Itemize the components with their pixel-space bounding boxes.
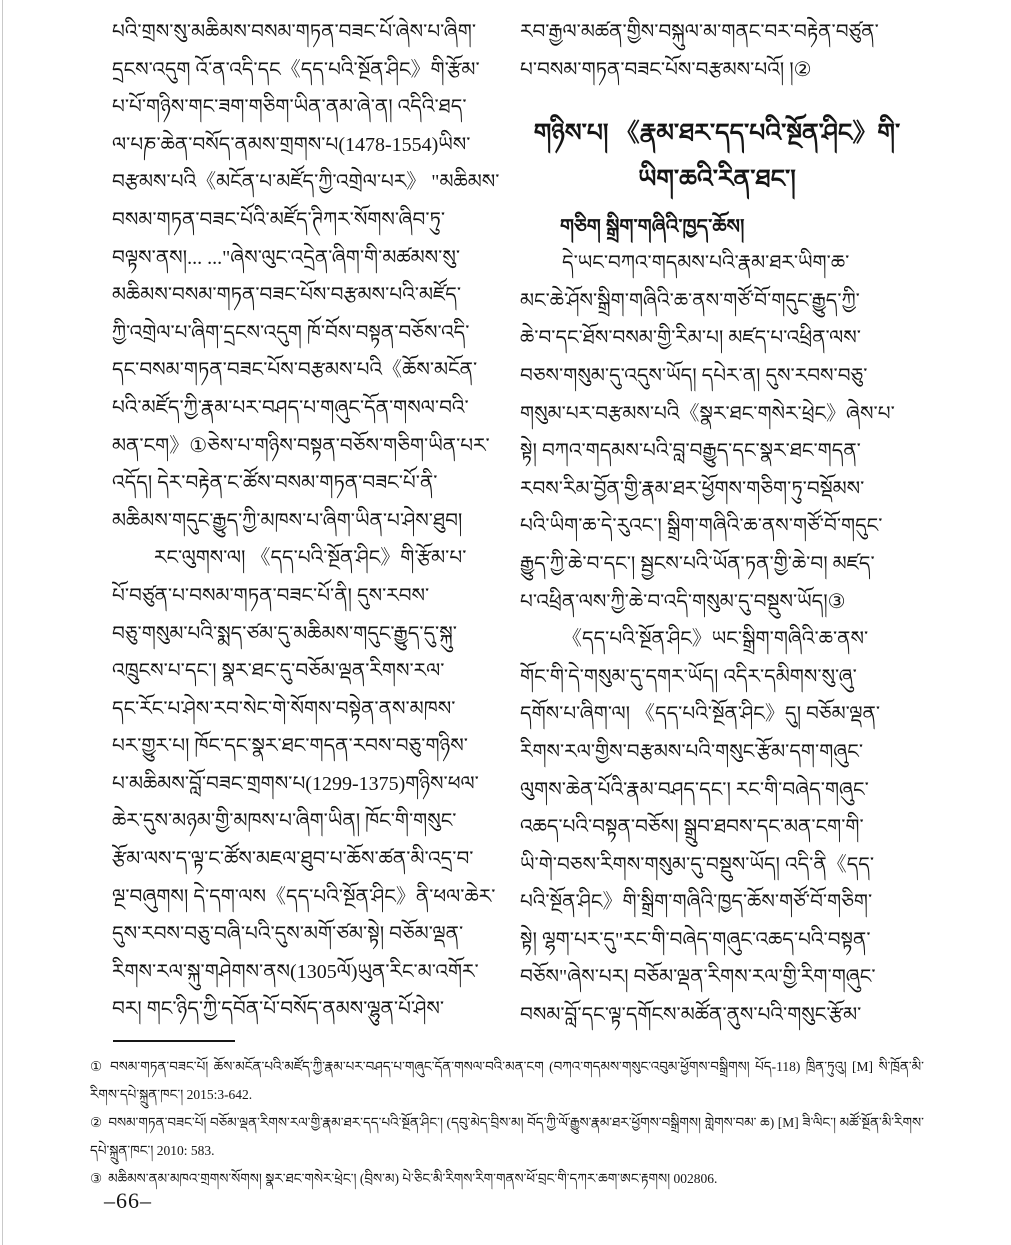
text-line: སྟེ། བཀའ་གདམས་པའི་བླ་བརྒྱུད་དང་སྣར་ཐང་གདན་ (520, 440, 861, 463)
footnote-text: མཆིམས་ནམ་མཁའ་གྲགས་སོགས། སྣར་ཐང་གསེར་ཕྲེང་། (བྲིས་མ) པེ་ཅིང་མི་རིགས་རིག་གནས་ཕོ་བྲང་གི་དཀར་ཆག་ཨང་རྟགས། 002806. (108, 1171, 718, 1186)
text-line: པ་འཕྲིན་ལས་ཀྱི་ཆེ་བ་འདི་གསུམ་དུ་བསྡུས་ཡོད།③ (520, 590, 846, 613)
section-heading-line: ཡིག་ཆའི་རིན་ཐང་། (638, 166, 796, 194)
text-line: མཆིམས་བསམ་གཏན་བཟང་པོས་བརྩམས་པའི་མཛོད་ (112, 284, 462, 307)
text-line: འདོད། དེར་བརྟེན་ང་ཚོས་བསམ་གཏན་བཟང་པོ་ནི་ (112, 472, 438, 495)
footnote (90, 1165, 924, 1193)
text-line: དྲངས་འདུག འོ་ན་འདི་དང《དད་པའི་སྔོན་ཤིང》གི་རྩོམ་ (112, 58, 480, 81)
text-line: བར། གང་ཉིད་ཀྱི་དབོན་པོ་བསོད་ནམས་ལྷུན་པོ་ཤེས་ (112, 998, 445, 1021)
footnote (90, 1053, 924, 1109)
footnote-marker: ② (90, 1115, 103, 1130)
text-line: ཀྱི་འགྲེལ་པ་ཞིག་དྲངས་འདུག ཁོ་བོས་བསྟན་བཅོས་འདི་ (112, 321, 470, 344)
text-line: རང་ལུགས་ལ། 《དད་པའི་སྔོན་ཤིང》གི་རྩོམ་པ་ (154, 547, 467, 570)
text-line: བཅས་གསུམ་དུ་འདུས་ཡོད། དཔེར་ན། དུས་རབས་བཅུ་ (520, 364, 868, 387)
footnotes-section (90, 1040, 924, 1193)
text-line: ཆེར་དུས་མཉམ་གྱི་མཁས་པ་ཞིག་ཡིན། ཁོང་གི་གསུང་ (112, 810, 457, 833)
text-line: དང་རོང་པ་ཤེས་རབ་སེང་གེ་སོགས་བསྟེན་ནས་མཁས་ (112, 697, 456, 720)
section-heading (520, 111, 914, 203)
text-line: གསུམ་པར་བརྩམས་པའི《སྣར་ཐང་གསེར་ཕྲེང》ཞེས་པ་ (520, 402, 895, 425)
text-line: རབས་རིམ་བྱོན་གྱི་རྣམ་ཐར་ཕྱོགས་གཅིག་ཏུ་བསྡོམས་ (520, 477, 865, 500)
text-line: དུས་རབས་བཅུ་བཞི་པའི་དུས་མགོ་ཙམ་སྟེ། བཅོམ་ལྡན་ (112, 923, 464, 946)
text-line: རྒྱུད་ཀྱི་ཆེ་བ་དང་། སྦྱངས་པའི་ཡོན་ཏན་གྱི་ཆེ་བ། མཛད་ (520, 552, 875, 575)
text-line: བལྟས་ནས།... ..."ཞེས་ལུང་འདྲེན་ཞིག་གི་མཚམས་སུ་ (112, 246, 461, 269)
footnote-marker: ③ (90, 1171, 103, 1186)
text-line: པའི་གྲས་སུ་མཆིམས་བསམ་གཏན་བཟང་པོ་ཞེས་པ་ཞིག་ (112, 21, 477, 43)
text-line: མཆིམས་གདུང་རྒྱུད་ཀྱི་མཁས་པ་ཞིག་ཡིན་པ་ཤེས་ཐུབ། (112, 509, 463, 532)
text-line: རིགས་རལ་གྱིས་བརྩམས་པའི་གསུང་རྩོམ་དག་གཞུང་ (520, 740, 864, 763)
text-line: དགོས་པ་ཞིག་ལ། 《དད་པའི་སྔོན་ཤིང》དུ། བཅོམ་ལྡན་ (520, 703, 881, 726)
text-line: བསམ་བློ་དང་ལྟ་དགོངས་མཚོན་ནུས་པའི་གསུང་རྩོམ་ (520, 1004, 862, 1027)
footnote-text: བསམ་གཏན་བཟང་པོ། ཆོས་མངོན་པའི་མཛོད་ཀྱི་རྣམ་པར་བཤད་པ་གཞུང་དོན་གསལ་བའི་མན་ངག (བཀའ་གདམས་གསུང་འབུམ་ཕྱོགས་བསྒྲིགས། པོད-118) ཁྲིན་ཏུའུ། [M] སི་ཁྲོན་མི་རིགས་དཔེ་སྐྲུན་ཁང་། 2015:3-642. (90, 1059, 924, 1102)
text-line: ལྔ་བཞུགས། དེ་དག་ལས《དད་པའི་སྔོན་ཤིང》ནི་ཕལ་ཆེར་ (112, 885, 496, 908)
text-line: ཆེ་བ་དང་ཐོས་བསམ་གྱི་རིམ་པ། མཛད་པ་འཕྲིན་ལས་ (520, 327, 861, 350)
text-line: པའི་སྔོན་ཤིང》གི་སྒྲིག་གཞིའི་ཁྱད་ཆོས་གཙོ་བོ་གཅིག་ (520, 891, 873, 914)
paragraph (520, 14, 914, 89)
text-line: བརྩམས་པའི《མངོན་པ་མཛོད་ཀྱི་འགྲེལ་པར》 "མཆིམས་ (112, 171, 500, 194)
text-line: པ་མཆིམས་བློ་བཟང་གྲགས་པ(1299-1375)གཉིས་ཕལ་ (112, 772, 479, 795)
text-line: པའི་མཛོད་ཀྱི་རྣམ་པར་བཤད་པ་གཞུང་དོན་གསལ་བའི་ (112, 396, 469, 419)
left-text-column (112, 14, 504, 1029)
text-line: རབ་རྒྱལ་མཚན་གྱིས་བསྐུལ་མ་གནང་བར་བརྟེན་བཙུན་ (520, 21, 879, 43)
text-line: ལ་པཎ་ཆེན་བསོད་ནམས་གྲགས་པ(1478-1554)ཡིས་ (112, 133, 471, 156)
text-line: མང་ཆེ་ཤོས་སྒྲིག་གཞིའི་ཆ་ནས་གཙོ་བོ་གདུང་རྒྱུད་ཀྱི་ (520, 289, 860, 312)
paragraph (520, 621, 914, 1035)
text-line: བཅུ་གསུམ་པའི་སྨད་ཙམ་དུ་མཆིམས་གདུང་རྒྱུད་དུ་སྐུ་ (112, 622, 457, 645)
text-line: དེ་ཡང་བཀའ་གདམས་པའི་རྣམ་ཐར་ཡིག་ཆ་ (562, 252, 850, 275)
text-line: དང་བསམ་གཏན་བཟང་པོས་བརྩམས་པའི《ཆོས་མངོན་ (112, 359, 478, 382)
paragraph (112, 14, 504, 540)
text-line: པའི་ཡིག་ཆ་དེ་རུའང་། སྒྲིག་གཞིའི་ཆ་ནས་གཙོ་བོ་གདུང་ (520, 515, 883, 538)
text-line: བསམ་གཏན་བཟང་པོའི་མཛོད་ཊིཀར་སོགས་ཞིབ་ཏུ་ (112, 208, 446, 231)
text-line: འཁྲུངས་པ་དང་། སྣར་ཐང་དུ་བཅོམ་ལྡན་རིགས་རལ་ (112, 660, 445, 683)
text-line: འཆད་པའི་བསྟན་བཅོས། སྒྲུབ་ཐབས་དང་མན་ངག་གི་ (520, 816, 864, 839)
text-line: བཅོས"ཞེས་པར། བཅོམ་ལྡན་རིགས་རལ་གྱི་རིག་གཞུང་ (520, 966, 876, 989)
text-line: རིགས་རལ་སྐུ་གཤེགས་ནས(1305ལོ)ཡུན་རིང་མ་འགོར་ (112, 960, 479, 983)
section-heading-line: གཉིས་པ། 《རྣམ་ཐར་དད་པའི་སྔོན་ཤིང》གི་ (533, 120, 901, 148)
text-line: པ་པོ་གཉིས་གང་ཟག་གཅིག་ཡིན་ནམ་ཞེ་ན། འདིའི་ཐད་ (112, 96, 467, 119)
text-line: 《དད་པའི་སྔོན་ཤིང》ཡང་སྒྲིག་གཞིའི་ཆ་ནས་ (562, 628, 869, 651)
page-edge-line (2, 0, 3, 1245)
text-line: མན་ངག》①ཅེས་པ་གཉིས་བསྟན་བཅོས་གཅིག་ཡིན་པར་ (112, 434, 490, 457)
footnote-marker: ① (90, 1059, 105, 1074)
subsection-heading: གཅིག སྒྲིག་གཞིའི་ཁྱད་ཆོས། (560, 216, 745, 239)
footnote (90, 1109, 924, 1165)
paragraph (112, 540, 504, 1029)
page-number: –66– (104, 1188, 152, 1213)
right-text-column (520, 14, 914, 1035)
paragraph (520, 245, 914, 621)
text-line: ཡི་གེ་བཅས་རིགས་གསུམ་དུ་བསྡུས་ཡོད། འདི་ནི《དད་ (520, 853, 875, 876)
footnote-text: བསམ་གཏན་བཟང་པོ། བཅོམ་ལྡན་རིགས་རལ་གྱི་རྣམ་ཐར་དད་པའི་སྔོན་ཤིང་། (དབུ་མེད་བྲིས་མ། བོད་ཀྱི་ལོ་རྒྱུས་རྣམ་ཐར་ཕྱོགས་བསྒྲིགས། གླེགས་བམ་ ཆ) [M] ཟི་ལིང་། མཚོ་སྔོན་མི་རིགས་དཔེ་སྐྲུན་ཁང་། 2010: 583. (90, 1115, 924, 1158)
text-line: ལུགས་ཆེན་པོའི་རྣམ་བཤད་དང་། རང་གི་བཞེད་གཞུང་ (520, 778, 869, 801)
text-line: པ་བསམ་གཏན་བཟང་པོས་བརྩམས་པའོ། །② (520, 58, 812, 81)
footnote-separator (113, 1040, 235, 1042)
text-line: རྩོམ་ལས་ད་ལྟ་ང་ཚོས་མཇལ་ཐུབ་པ་ཆོས་ཚན་མི་འདྲ་བ་ (112, 848, 474, 871)
text-line: པོ་བཙུན་པ་བསམ་གཏན་བཟང་པོ་ནི། དུས་རབས་ (112, 584, 430, 607)
text-line: སྟེ། ལྷག་པར་དུ"རང་གི་བཞེད་གཞུང་འཆད་པའི་བསྟན་ (520, 928, 871, 951)
text-line: པར་གྱུར་པ། ཁོང་དང་སྣར་ཐང་གདན་རབས་བཅུ་གཉིས་ (112, 735, 468, 758)
text-line: གོང་གི་དེ་གསུམ་དུ་དགར་ཡོད། འདིར་དམིགས་སུ་ཞུ་ (520, 665, 857, 688)
